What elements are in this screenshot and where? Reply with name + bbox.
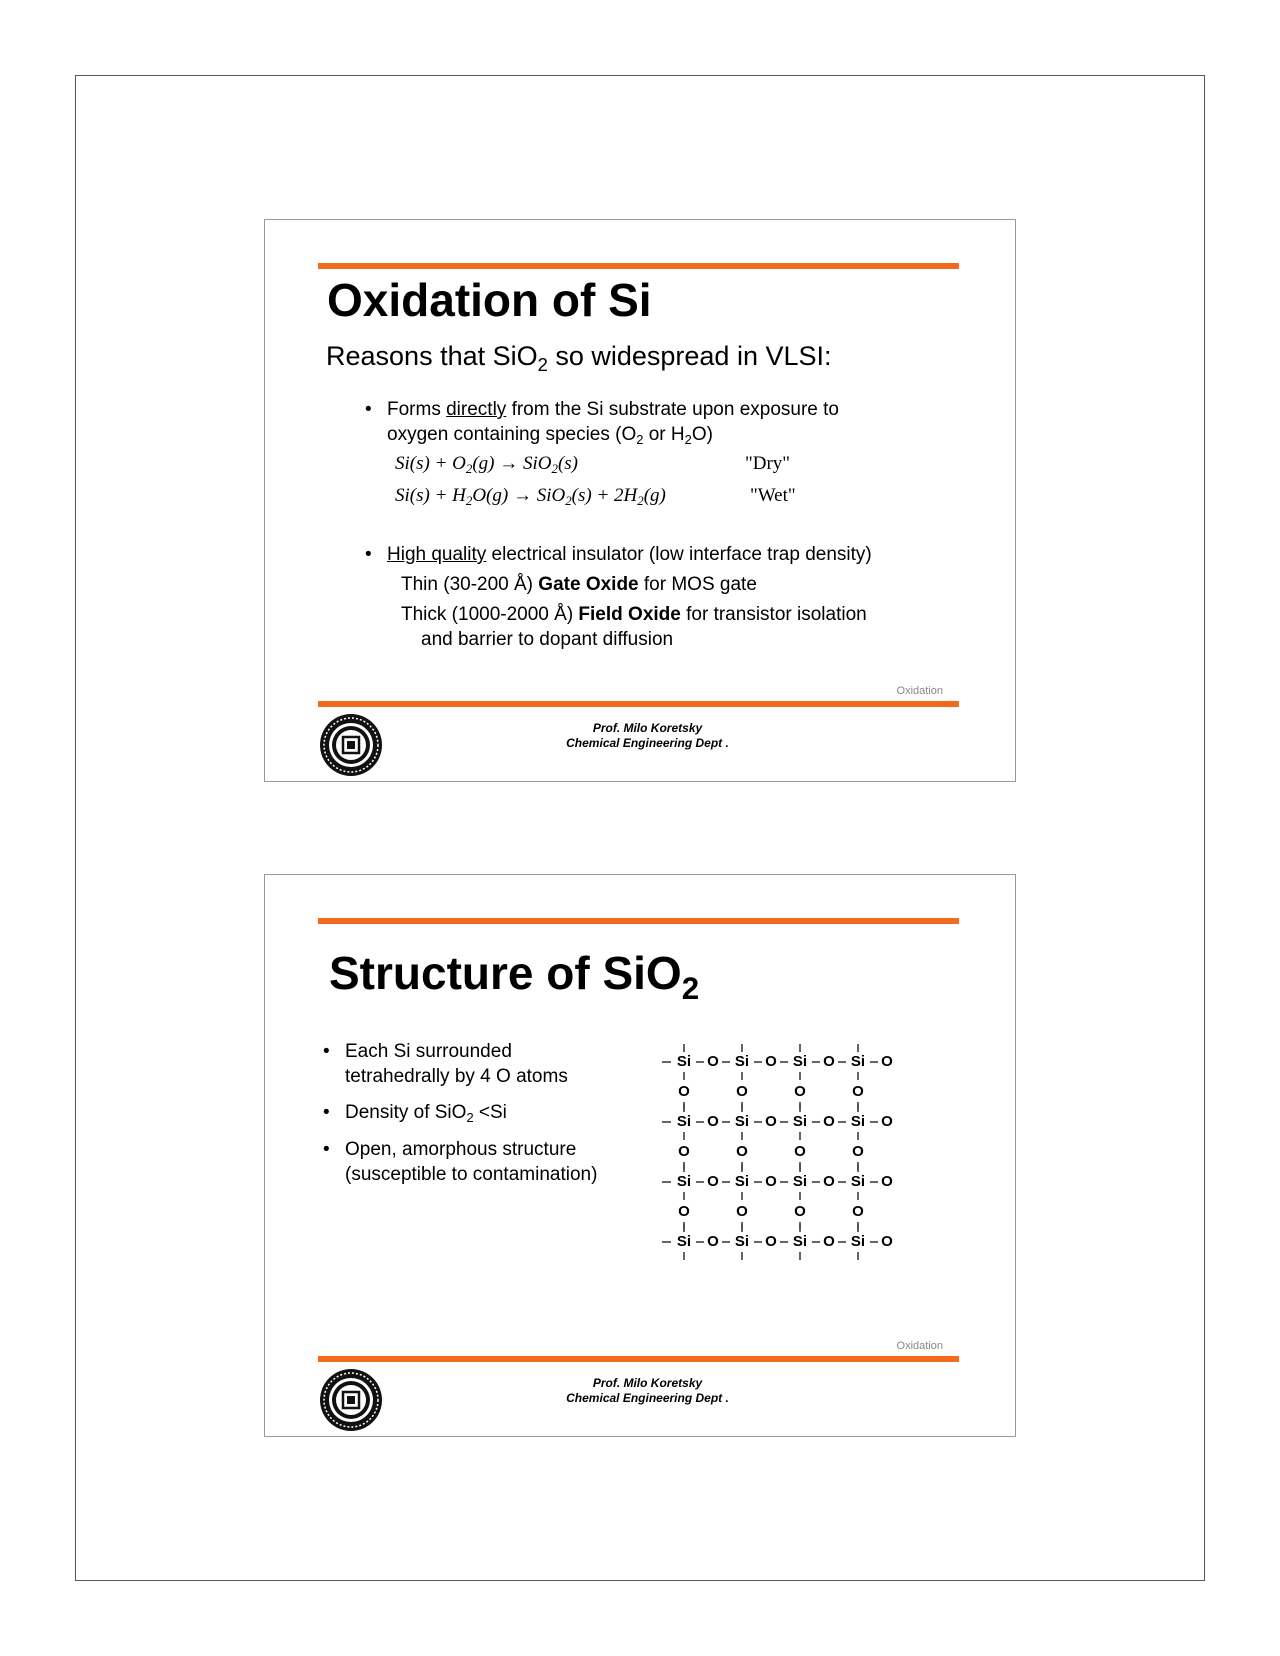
bullet-open-amorphous-line2: (susceptible to contamination) [345,1164,598,1185]
lattice-o-atom: O [823,1232,835,1250]
lattice-o-atom: O [881,1232,893,1250]
footer-author: Prof. Milo Koretsky Chemical Engineering Dept . [566,721,729,750]
slide-oxidation-of-si [264,219,1016,782]
lattice-si-atom: Si [676,1052,692,1070]
slide-title: Oxidation of Si [327,274,652,326]
equation-dry: $Si(s) + O_2(g) \to SiO_2(s)$ [395,453,578,477]
bottom-accent-rule [318,1356,959,1362]
lattice-si-atom: Si [850,1112,866,1130]
lattice-o-atom: O [794,1142,806,1160]
lattice-o-atom: O [881,1052,893,1070]
bullet-dot: • [323,1139,330,1160]
lattice-si-atom: Si [850,1232,866,1250]
bullet-each-si: • Each Si surrounded [323,1041,512,1062]
top-accent-rule [318,263,959,269]
lattice-o-atom: O [765,1052,777,1070]
lattice-o-atom: O [765,1112,777,1130]
lattice-o-atom: O [794,1202,806,1220]
bullet-forms-directly-line2: oxygen containing species ($O_2$ or $H_2O$) [387,424,713,448]
lattice-si-atom: Si [676,1232,692,1250]
lattice-si-atom: Si [676,1112,692,1130]
slide-structure-of-sio2 [264,874,1016,1437]
bullet-dot: • [365,399,372,420]
lattice-o-atom: O [823,1112,835,1130]
lattice-o-atom: O [736,1082,748,1100]
lattice-o-atom: O [707,1112,719,1130]
lattice-si-atom: Si [850,1172,866,1190]
lattice-o-atom: O [823,1172,835,1190]
lattice-si-atom: Si [792,1232,808,1250]
footer-author: Prof. Milo Koretsky Chemical Engineering Dept . [566,1376,729,1405]
footer-section-label: Oxidation [896,1340,943,1352]
lattice-o-atom: O [707,1232,719,1250]
lattice-si-atom: Si [676,1172,692,1190]
lattice-si-atom: Si [734,1232,750,1250]
field-oxide-line: Thick (1000-2000 Å) Field Oxide for transistor isolation [401,604,867,625]
lattice-o-atom: O [736,1142,748,1160]
bullet-dot: • [365,544,372,565]
equation-dry-label: "Dry" [745,453,791,474]
bullet-open-amorphous: • Open, amorphous structure [323,1139,577,1160]
lattice-o-atom: O [823,1052,835,1070]
lattice-si-atom: Si [792,1172,808,1190]
slide-title: Structure of SiO$_2$ [329,947,700,1006]
lattice-o-atom: O [852,1202,864,1220]
lattice-o-atom: O [707,1052,719,1070]
lattice-si-atom: Si [734,1052,750,1070]
lattice-o-atom: O [852,1142,864,1160]
bullet-density: • Density of SiO$_2$ <Si [323,1102,507,1126]
equation-wet-label: "Wet" [750,485,796,506]
equation-wet: $Si(s) + H_2O(g) \to SiO_2(s) + 2H_2(g)$ [395,485,666,509]
top-accent-rule [318,918,959,924]
lattice-o-atom: O [707,1172,719,1190]
gate-oxide-line: Thin (30-200 Å) Gate Oxide for MOS gate [401,574,757,595]
lattice-si-atom: Si [792,1052,808,1070]
lattice-o-atom: O [678,1142,690,1160]
bullet-dot: • [323,1041,330,1062]
bullet-dot: • [323,1102,330,1123]
lattice-o-atom: O [794,1082,806,1100]
field-oxide-line2: and barrier to dopant diffusion [421,629,674,650]
lattice-si-atom: Si [792,1112,808,1130]
lattice-o-atom: O [678,1202,690,1220]
sio2-lattice-diagram [660,1040,920,1270]
bullet-each-si-line2: tetrahedrally by 4 O atoms [345,1066,568,1087]
bottom-accent-rule [318,701,959,707]
lattice-o-atom: O [852,1082,864,1100]
lattice-o-atom: O [736,1202,748,1220]
lattice-o-atom: O [765,1232,777,1250]
footer-section-label: Oxidation [896,685,943,697]
lattice-si-atom: Si [734,1172,750,1190]
lattice-si-atom: Si [850,1052,866,1070]
slide-subtitle: Reasons that SiO$_2$ so widespread in VLSI: [326,341,832,375]
lattice-o-atom: O [678,1082,690,1100]
bullet-high-quality: • High quality electrical insulator (low interface trap density) [365,544,872,565]
lattice-o-atom: O [881,1172,893,1190]
lattice-si-atom: Si [734,1112,750,1130]
lattice-o-atom: O [881,1112,893,1130]
lattice-o-atom: O [765,1172,777,1190]
bullet-forms-directly: • Forms directly from the Si substrate upon exposure to [365,399,839,420]
